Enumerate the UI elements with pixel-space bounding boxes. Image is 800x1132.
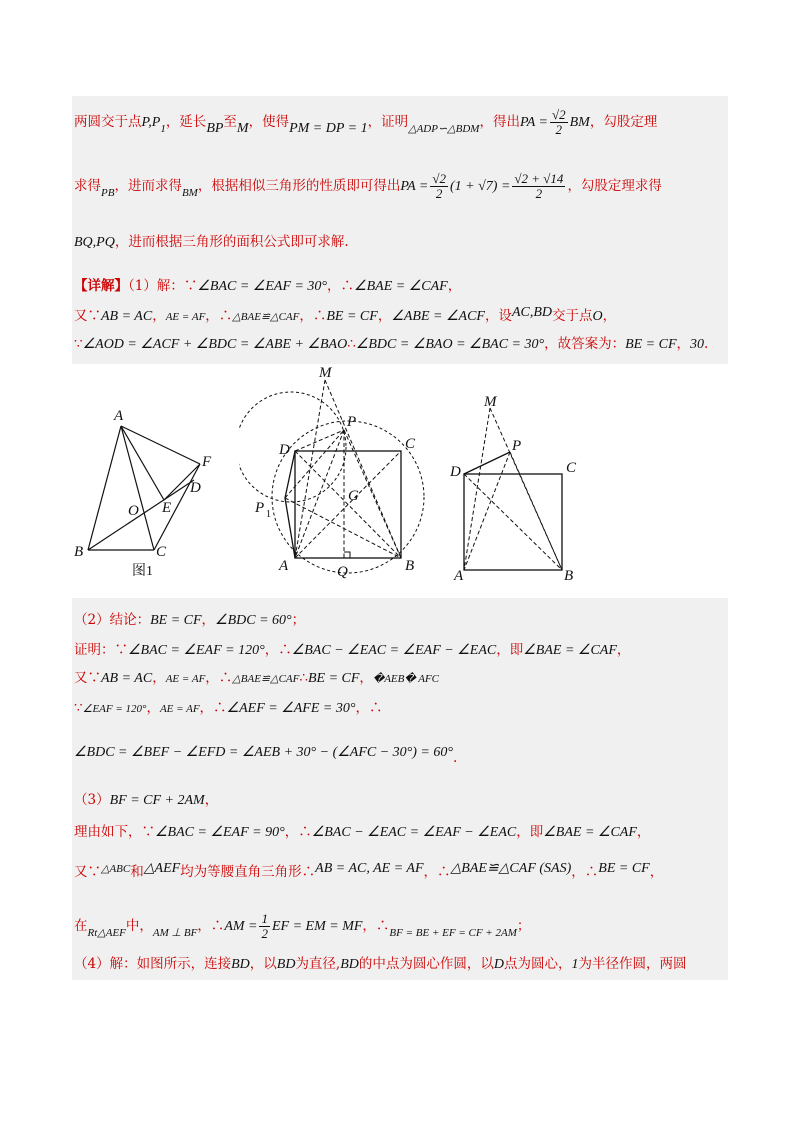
text: ，∴ <box>355 700 383 716</box>
text: 理由如下，∵ <box>74 824 155 840</box>
label-D: D <box>279 442 290 458</box>
math: BE = CF <box>307 671 360 686</box>
math: BF = CF + 2AM <box>109 793 205 808</box>
text: ， <box>204 792 219 808</box>
text: ，故答案为： <box>544 336 626 352</box>
label-A: A <box>279 558 289 574</box>
math: ∠ABE = ∠ACF <box>391 309 485 324</box>
text: ， <box>616 642 631 658</box>
math: ∠BAC = ∠EAF = 30° <box>197 279 328 294</box>
label-C: C <box>156 544 167 560</box>
label-A: A <box>114 408 124 424</box>
math: △BAE≌△CAF <box>232 311 300 323</box>
math: BM <box>569 115 590 130</box>
figure-2 <box>239 364 425 580</box>
math: ∠BDC = ∠BAO = ∠BAC = 30° <box>355 337 545 352</box>
label-C: C <box>405 436 416 452</box>
math: △BAE≌△CAF <box>232 673 300 685</box>
text: ， <box>377 308 392 324</box>
text: ∵ <box>74 700 83 716</box>
math: BM <box>181 187 198 199</box>
text: ，进而求得 <box>114 178 182 194</box>
text: （1）解：∵ <box>128 278 198 294</box>
text: 交于点 <box>552 308 593 324</box>
math: △BAE≌△CAF (SAS) <box>450 861 572 876</box>
text: ； <box>291 612 306 628</box>
math: AM ⊥ BF <box>152 927 198 939</box>
part3-line-3 <box>74 862 663 883</box>
text: ， <box>152 308 166 324</box>
text: 又∵ <box>74 308 101 324</box>
math: BE = CF <box>598 861 650 876</box>
part2-line-4 <box>74 698 382 719</box>
math: BD <box>231 957 250 972</box>
intro-line-2 <box>74 172 662 201</box>
text: ，进而根据三角形的面积公式即可求解. <box>114 234 349 250</box>
math: AE = AF <box>159 703 200 715</box>
text: 又∵ <box>74 864 101 880</box>
label-E: E <box>162 500 172 516</box>
text: . <box>704 336 709 352</box>
math: BE = CF <box>150 613 202 628</box>
part3-line-4 <box>74 912 530 941</box>
math: EF = EM = MF <box>271 919 363 934</box>
detail-line-2 <box>74 306 616 327</box>
detail-line-3 <box>74 334 708 355</box>
text: 点为圆心， <box>504 956 572 972</box>
text: ，得出 <box>479 114 520 130</box>
math: 30 <box>690 337 705 352</box>
math: ∠AOD = ∠ACF + ∠BDC = ∠ABE + ∠BAO <box>82 337 348 352</box>
math: AE = AF <box>165 311 206 323</box>
math: ∠BAC − ∠EAC = ∠EAF − ∠EAC <box>291 643 497 658</box>
math: BD <box>340 957 359 972</box>
detail-line-1 <box>74 276 461 297</box>
math: AB = AC <box>101 671 153 686</box>
section-tag: 【详解】 <box>74 278 128 294</box>
text: ，证明 <box>367 114 409 130</box>
label-D: D <box>190 480 201 496</box>
label-P: P <box>347 414 357 430</box>
math: ∠BAE = ∠CAF <box>354 279 448 294</box>
part2-line-5 <box>74 742 458 766</box>
label-M: M <box>319 365 332 381</box>
text: ，即 <box>516 824 544 840</box>
text: ，∴ <box>264 642 292 658</box>
text: 两圆交于点 <box>74 114 142 130</box>
text: ，勾股定理求得 <box>567 178 662 194</box>
label-F: F <box>202 454 212 470</box>
math: ∠BDC = 60° <box>215 613 292 628</box>
math: AB = AC, AE = AF <box>315 861 424 876</box>
label-D: D <box>450 464 461 480</box>
math: ∠BAC = ∠EAF = 120° <box>128 643 265 658</box>
text: ，根据相似三角形的性质即可得出 <box>197 178 401 194</box>
math: PM = DP = 1 <box>289 121 368 136</box>
figure-1-svg <box>72 408 214 580</box>
text: ∵ <box>74 336 83 352</box>
fraction: $\frac{√2 + √14}{2}$ <box>514 171 564 201</box>
figure-3 <box>448 392 578 580</box>
text: ，∴ <box>197 918 225 934</box>
text: ，勾股定理 <box>589 114 658 130</box>
math: AC,BD <box>511 305 553 320</box>
text: ， <box>359 670 373 686</box>
math: ∠EAF = 120° <box>82 703 147 715</box>
math: BP <box>206 121 224 136</box>
text: ，延长 <box>165 114 207 130</box>
text: （3） <box>74 792 110 808</box>
text: ， <box>602 308 617 324</box>
text: ，∴ <box>571 864 599 880</box>
label-A: A <box>454 568 464 580</box>
text: ，设 <box>484 308 512 324</box>
text: 在 <box>74 918 88 934</box>
text: 均为等腰直角三角形∴ <box>180 864 316 880</box>
text: ， <box>447 278 462 294</box>
label-M: M <box>484 394 497 410</box>
text: ，以 <box>249 956 277 972</box>
text: 求得 <box>74 178 101 194</box>
fraction: $\frac{√2}{2}$ <box>551 107 566 137</box>
text: ，∴ <box>199 700 227 716</box>
label-P: P <box>512 438 522 454</box>
math: ∠AEF = ∠AFE = 30° <box>226 701 356 716</box>
text: （2）结论： <box>74 612 151 628</box>
math: BE = CF <box>326 309 378 324</box>
text: 为半径作圆，两圆 <box>578 956 687 972</box>
figure-1 <box>72 408 214 580</box>
math: BD <box>276 957 296 972</box>
text: ， <box>152 670 166 686</box>
figure-1-caption: 图1 <box>132 564 153 579</box>
part3-line-1 <box>74 790 218 811</box>
label-O: O <box>128 503 139 519</box>
math: ∠BDC = ∠BEF − ∠EFD = ∠AEB + 30° − (∠AFC − 30°) = 60° <box>74 745 453 760</box>
intro-line-1 <box>74 108 657 137</box>
text: . <box>452 750 458 766</box>
math: �AEB� AFC <box>372 673 439 685</box>
math: O <box>592 309 603 324</box>
math: ∠BAC = ∠EAF = 90° <box>155 825 285 840</box>
text: 证明：∵ <box>74 642 128 658</box>
text: 的中点为圆心作圆，以 <box>358 956 494 972</box>
math: AE = AF <box>165 673 206 685</box>
text: 为直径, <box>295 956 341 972</box>
text: ， <box>636 824 651 840</box>
text: ， <box>649 864 664 880</box>
math: PA = <box>400 179 429 194</box>
text: ，∴ <box>299 308 327 324</box>
part3-line-2 <box>74 822 650 843</box>
text: 中， <box>125 918 153 934</box>
math: BE = CF <box>625 337 677 352</box>
math: P,P <box>141 115 161 130</box>
math: Rt△AEF <box>87 927 126 939</box>
text: ，即 <box>496 642 524 658</box>
text: ， <box>201 612 216 628</box>
text: ，∴ <box>327 278 355 294</box>
text: 至 <box>223 114 237 130</box>
math: BF = BE + EF = CF + 2AM <box>389 927 517 939</box>
fraction: $\frac{√2}{2}$ <box>432 171 446 201</box>
part4-line-1 <box>74 954 687 975</box>
part2-line-2 <box>74 640 630 661</box>
math: D <box>493 957 505 972</box>
intro-line-3 <box>74 232 349 253</box>
label-P1-sub: 1 <box>266 509 271 520</box>
fraction: $\frac{1}{2}$ <box>261 911 268 941</box>
text: ∴ <box>347 336 356 352</box>
math: AB = AC <box>101 309 153 324</box>
math: ∠BAE = ∠CAF <box>543 825 637 840</box>
label-B: B <box>405 558 415 574</box>
text: ，∴ <box>284 824 312 840</box>
text: ∴ <box>299 670 308 686</box>
text: ，∴ <box>205 308 233 324</box>
text: ，使得 <box>248 114 290 130</box>
label-Q: Q <box>337 564 348 580</box>
math: (1 + √7) = <box>449 179 511 194</box>
text: ，∴ <box>423 864 451 880</box>
math: △AEF <box>143 861 181 876</box>
math: BQ,PQ <box>74 235 115 250</box>
label-P1: P <box>255 500 265 516</box>
text: ， <box>146 700 160 716</box>
math: AM = <box>224 919 258 934</box>
figure-3-svg <box>448 392 578 580</box>
part2-line-3 <box>74 668 439 689</box>
text: ，∴ <box>205 670 233 686</box>
label-B: B <box>564 568 574 580</box>
text: 和 <box>130 864 144 880</box>
text: ， <box>676 336 691 352</box>
math: PA = <box>519 115 548 130</box>
math: △ADP∽△BDM <box>408 123 480 135</box>
text: ； <box>516 918 531 934</box>
math: M <box>236 121 249 136</box>
text: ，∴ <box>362 918 390 934</box>
label-C: C <box>566 460 577 476</box>
math: 1 <box>571 957 579 972</box>
part2-line-1 <box>74 610 305 631</box>
figure-2-svg <box>239 364 425 580</box>
label-G: G <box>348 488 359 504</box>
label-B: B <box>74 544 84 560</box>
math: ∠BAE = ∠CAF <box>523 643 617 658</box>
text: （4）解：如图所示，连接 <box>74 956 232 972</box>
text: 又∵ <box>74 670 101 686</box>
math-sub: 1 <box>160 123 166 135</box>
math: PB <box>101 187 115 199</box>
math: ∠BAC − ∠EAC = ∠EAF − ∠EAC <box>311 825 517 840</box>
math: △ABC <box>101 863 131 875</box>
